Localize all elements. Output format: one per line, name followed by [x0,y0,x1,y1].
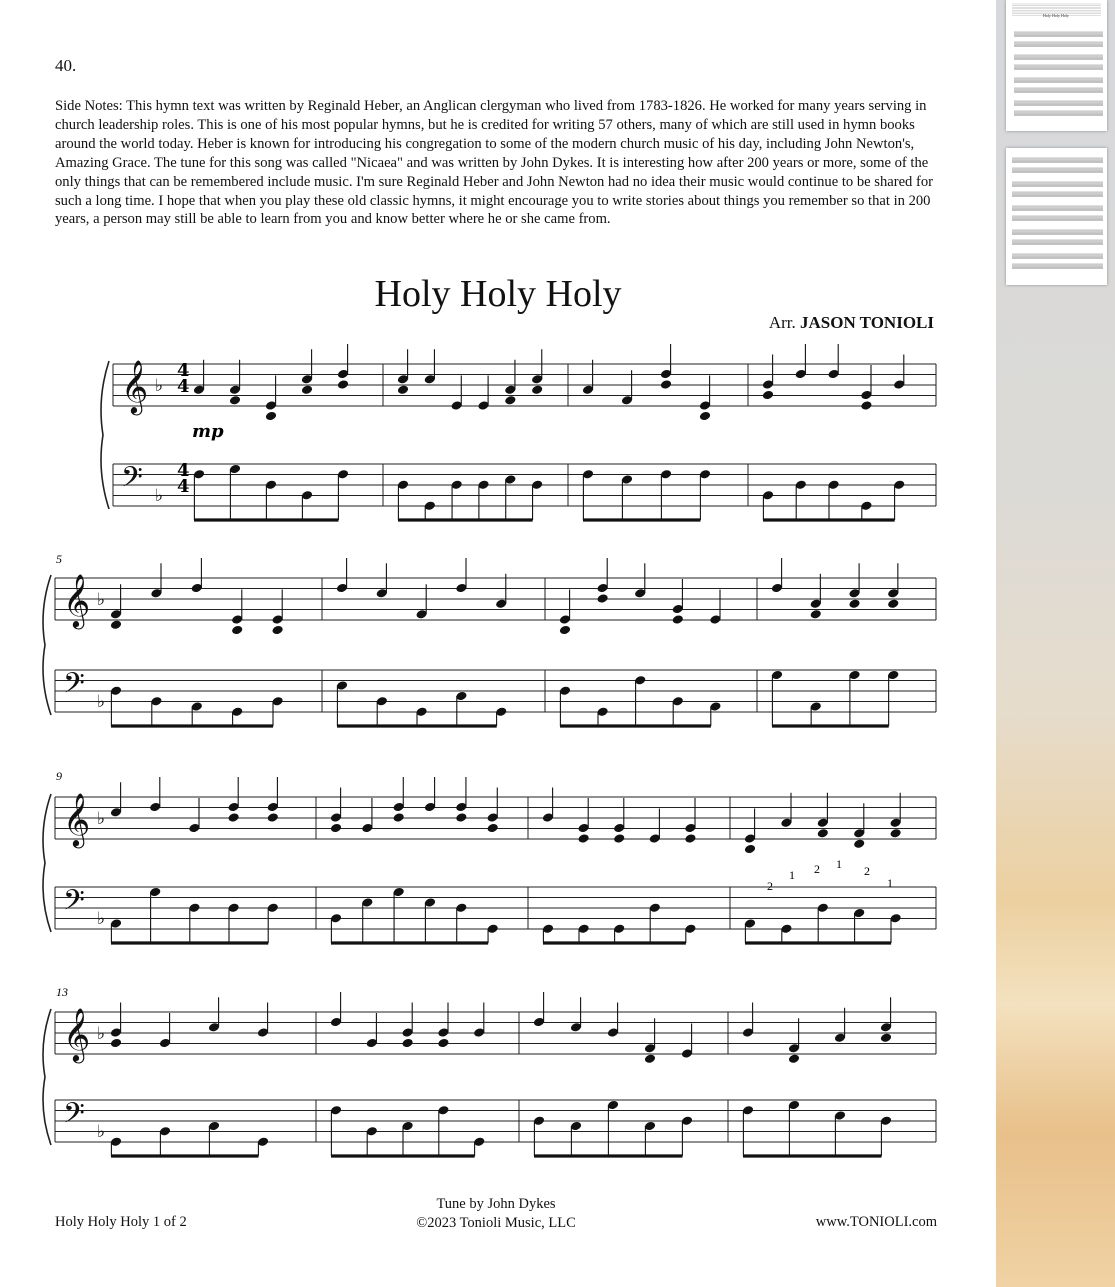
flat-icon: ♭ [97,809,106,829]
note-head [437,1038,449,1049]
note-head [455,812,467,823]
footer-website: www.TONIOLI.com [815,1214,937,1230]
thumbnail-preview [1006,0,1107,131]
page-number: 40. [55,56,77,75]
note-head [401,1038,413,1049]
bass-clef-icon: 𝄢 [121,461,143,501]
fingering-number: 2 [767,879,773,893]
page-thumbnail-1[interactable] [1006,0,1107,131]
measure-number: 13 [56,985,68,999]
treble-clef-icon: 𝄞 [63,792,91,846]
brace [43,794,51,932]
note-head [810,609,822,620]
side-notes-text: Side Notes: This hymn text was written by Reginald Heber, an Anglican clergyman who lived from 1783-1826. He worked for many years serving in church leadership roles. This is one of his most popular hymns, but he is credited for writing 57 others, many of which are still used in hymn books around the world today. Heber is known for introducing his congregation to some of the modern church music of his day, including John Newton's, Amazing Grace. The tune for this song was called "Nicaea" and was written by John Dykes. It is interesting how after 200 years or more, some of the only things that can be remembered include music. I'm sure Reginald Heber and John Newton had no idea their music would continue to be shared for such a long time. I hope that when you play these old classic hymns, it might encourage you to write stories about things you remember so that in 200 years, a person may still be able to learn from you and know better where he or she came from. [55,98,934,228]
fingering-number: 1 [836,857,842,871]
arranger-prefix: Arr. [768,313,796,332]
flat-icon: ♭ [97,692,106,712]
treble-clef-icon: 𝄞 [63,573,91,627]
flat-icon: ♭ [97,1122,106,1142]
note-head [880,1032,892,1043]
flat-icon: ♭ [97,590,106,610]
note-head [848,598,860,609]
brace [101,361,109,509]
note-head [110,1038,122,1049]
fingering-number: 2 [814,862,820,876]
time-signature-bottom: 4 [177,376,190,397]
flat-icon: ♭ [97,1024,106,1044]
note-head [486,823,498,834]
brace [43,575,51,715]
note-head [644,1053,656,1064]
note-head [531,384,543,395]
dynamic-mark: mp [192,421,224,442]
note-head [301,384,313,395]
note-head [267,812,279,823]
note-head [860,400,872,411]
note-head [271,625,283,636]
page-thumbnail-sidebar[interactable] [996,0,1115,1287]
footer-copyright: ©2023 Tonioli Music, LLC [416,1214,576,1231]
measure-number: 9 [56,769,62,783]
note-head [577,833,589,844]
time-signature-bottom: 4 [177,476,190,497]
footer-credits [356,1195,636,1232]
note-head [762,390,774,401]
treble-clef-icon: 𝄞 [121,359,149,413]
note-head [265,411,277,422]
note-head [672,614,684,625]
note-head [229,395,241,406]
note-head [660,379,672,390]
flat-icon: ♭ [155,486,164,506]
flat-icon: ♭ [97,909,106,929]
note-head [853,838,865,849]
note-head [559,625,571,636]
bass-clef-icon: 𝄢 [63,667,85,707]
notes [110,344,906,1156]
bass-clef-icon: 𝄢 [63,884,85,924]
time-signature-top: 4 [177,360,190,381]
page-thumbnail-2[interactable] [1006,148,1107,285]
note-head [684,833,696,844]
footer-tune-credit: Tune by John Dykes [436,1196,556,1212]
treble-clef-icon: 𝄞 [63,1007,91,1061]
note-head [596,593,608,604]
note-head [227,812,239,823]
fingering-number: 2 [864,864,870,878]
note-head [744,844,756,855]
note-head [613,833,625,844]
note-head [699,411,711,422]
measure-number: 5 [56,552,62,566]
thumbnail-preview [1006,148,1107,285]
note-head [788,1053,800,1064]
note-head [887,598,899,609]
note-head [504,395,516,406]
brace [43,1009,51,1145]
bass-clef-icon: 𝄢 [63,1097,85,1137]
note-head [110,619,122,630]
fingering-numbers [767,857,893,893]
note-head [337,379,349,390]
note-head [889,828,901,839]
note-head [817,828,829,839]
note-head [397,384,409,395]
note-head [231,625,243,636]
note-head [330,823,342,834]
note-head [392,812,404,823]
time-signature-top: 4 [177,460,190,481]
fingering-number: 1 [789,868,795,882]
fingering-number: 1 [887,876,893,890]
flat-icon: ♭ [155,376,164,396]
song-title: Holy Holy Holy [374,273,622,315]
thumbnail-title: Holy Holy Holy [1043,13,1069,18]
arranger-name: JASON TONIOLI [800,313,934,332]
footer-page-label: Holy Holy Holy 1 of 2 [55,1214,187,1230]
